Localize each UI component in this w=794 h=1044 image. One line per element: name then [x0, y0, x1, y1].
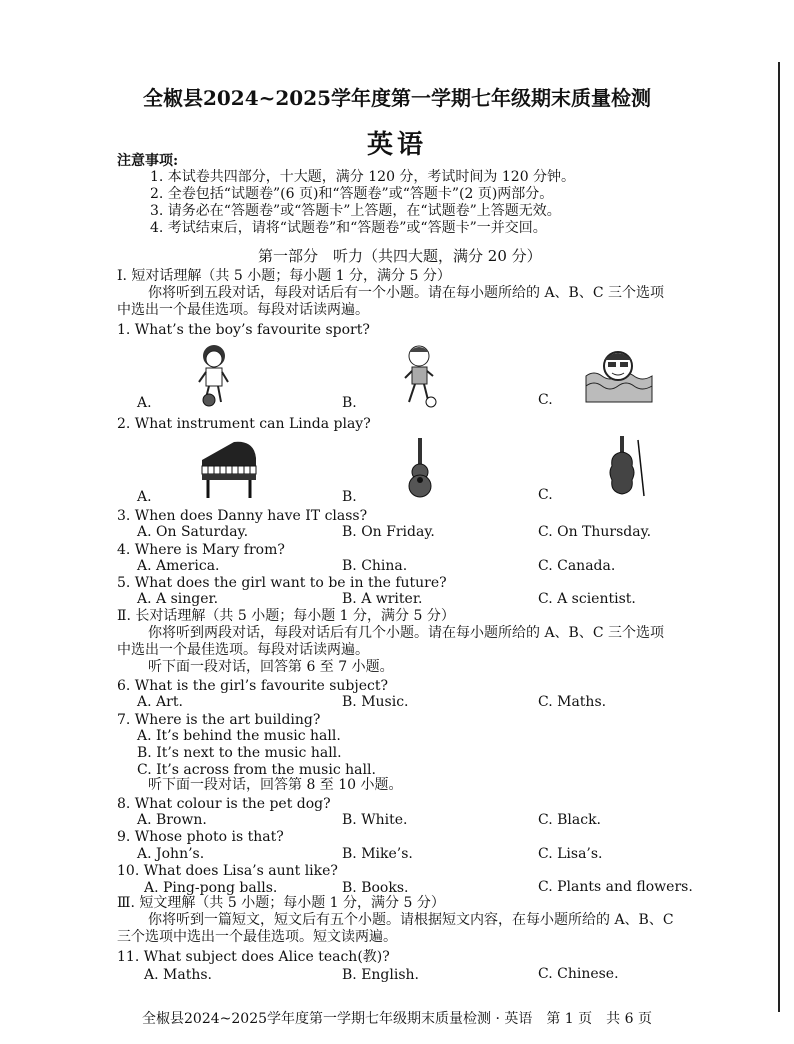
section1-instructions: 你将听到五段对话，每段对话后有一个小题。请在每小题所给的 A、B、C 三个选项 [148, 285, 665, 301]
note-item: 4. 考试结束后，请将“试题卷”和“答题卷”或“答题卡”一并交回。 [150, 220, 547, 236]
piano-image [198, 438, 260, 500]
question-6-option-a: A. Art. [137, 694, 183, 710]
question-11-option-a: A. Maths. [144, 967, 212, 983]
question-11-option-b: B. English. [342, 967, 419, 983]
question-6-option-c: C. Maths. [538, 694, 607, 710]
question-8-option-a: A. Brown. [137, 812, 207, 828]
question-4-option-b: B. China. [342, 558, 408, 574]
exam-title: 全椒县2024~2025学年度第一学期七年级期末质量检测 [142, 86, 652, 110]
section1-instructions-cont: 中选出一个最佳选项。每段对话读两遍。 [117, 302, 369, 318]
question-7-stem: 7. Where is the art building? [117, 712, 321, 728]
question-8-option-c: C. Black. [538, 812, 601, 828]
margin-rule [778, 62, 780, 1012]
question-8-stem: 8. What colour is the pet dog? [117, 796, 331, 812]
question-5-stem: 5. What does the girl want to be in the future? [117, 575, 447, 591]
question-4-option-c: C. Canada. [538, 558, 616, 574]
listen-instruction: 听下面一段对话，回答第 6 至 7 小题。 [148, 659, 394, 675]
notes-heading: 注意事项: [117, 153, 179, 169]
question-6-option-b: B. Music. [342, 694, 409, 710]
question-2-stem: 2. What instrument can Linda play? [117, 416, 371, 432]
question-2-option-b: B. [342, 489, 357, 505]
question-3-option-c: C. On Thursday. [538, 524, 652, 540]
question-8-option-b: B. White. [342, 812, 408, 828]
question-7-option-b: B. It’s next to the music hall. [137, 745, 342, 761]
question-5-option-a: A. A singer. [137, 591, 219, 607]
listen-instruction: 听下面一段对话，回答第 8 至 10 小题。 [148, 777, 403, 793]
page-footer: 全椒县2024~2025学年度第一学期七年级期末质量检测 · 英语 第 1 页 共 6 页 [142, 1011, 652, 1027]
question-4-option-a: A. America. [137, 558, 220, 574]
part1-heading: 第一部分 听力（共四大题，满分 20 分） [258, 247, 542, 265]
question-9-option-b: B. Mike’s. [342, 846, 413, 862]
question-2-option-c: C. [538, 487, 553, 503]
guitar-image [406, 436, 434, 500]
question-1-stem: 1. What’s the boy’s favourite sport? [117, 322, 370, 338]
question-5-option-b: B. A writer. [342, 591, 423, 607]
question-3-stem: 3. When does Danny have IT class? [117, 508, 368, 524]
question-6-stem: 6. What is the girl’s favourite subject? [117, 678, 388, 694]
question-4-stem: 4. Where is Mary from? [117, 542, 285, 558]
note-item: 1. 本试卷共四部分，十大题，满分 120 分，考试时间为 120 分钟。 [150, 169, 576, 185]
section3-heading: Ⅲ. 短文理解（共 5 小题；每小题 1 分，满分 5 分） [117, 895, 445, 911]
question-3-option-a: A. On Saturday. [137, 524, 249, 540]
question-1-option-b: B. [342, 395, 357, 411]
question-1-option-a: A. [137, 395, 152, 411]
question-3-option-b: B. On Friday. [342, 524, 435, 540]
note-item: 3. 请务必在“答题卷”或“答题卡”上答题，在“试题卷”上答题无效。 [150, 203, 561, 219]
basketball-boy-image [195, 342, 235, 408]
question-1-option-c: C. [538, 392, 553, 408]
question-5-option-c: C. A scientist. [538, 591, 636, 607]
question-10-option-a: A. Ping-pong balls. [144, 880, 278, 896]
subject-title: 英语 [366, 130, 427, 160]
section1-heading: Ⅰ. 短对话理解（共 5 小题；每小题 1 分，满分 5 分） [117, 268, 451, 284]
question-9-stem: 9. Whose photo is that? [117, 829, 284, 845]
note-item: 2. 全卷包括“试题卷”(6 页)和“答题卷”或“答题卡”(2 页)两部分。 [150, 186, 554, 202]
section3-instructions: 你将听到一篇短文，短文后有五个小题。请根据短文内容，在每小题所给的 A、B、C [148, 912, 674, 928]
question-7-option-a: A. It’s behind the music hall. [137, 728, 341, 744]
section2-instructions-cont: 中选出一个最佳选项。每段对话读两遍。 [117, 642, 369, 658]
question-11-option-c: C. Chinese. [538, 966, 619, 982]
question-9-option-c: C. Lisa’s. [538, 846, 603, 862]
violin-image [604, 434, 648, 498]
question-2-option-a: A. [137, 489, 152, 505]
section2-heading: Ⅱ. 长对话理解（共 5 小题；每小题 1 分，满分 5 分） [117, 608, 455, 624]
question-9-option-a: A. John’s. [137, 846, 205, 862]
football-boy-image [400, 342, 440, 408]
question-10-option-b: B. Books. [342, 880, 409, 896]
question-10-stem: 10. What does Lisa’s aunt like? [117, 863, 338, 879]
question-7-option-c: C. It’s across from the music hall. [137, 762, 376, 778]
section2-instructions: 你将听到两段对话，每段对话后有几个小题。请在每小题所给的 A、B、C 三个选项 [148, 625, 665, 641]
section3-instructions-cont: 三个选项中选出一个最佳选项。短文读两遍。 [117, 929, 397, 945]
swimming-boy-image [584, 346, 654, 404]
question-11-stem: 11. What subject does Alice teach(教)? [117, 949, 390, 965]
question-10-option-c: C. Plants and flowers. [538, 879, 693, 895]
